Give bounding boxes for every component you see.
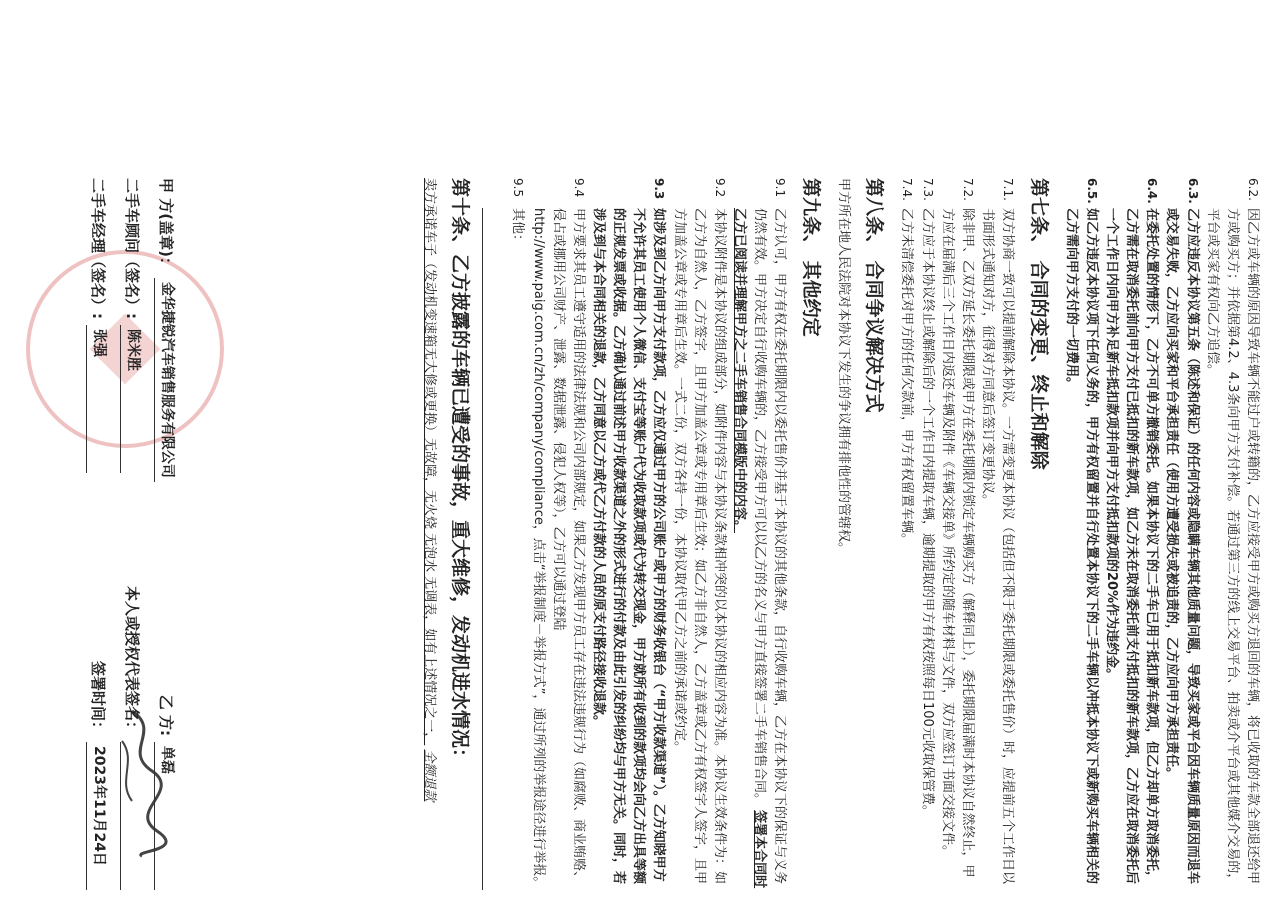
- clause-text: 在委托处置的情形下，乙方不可单方撤销委托。如果本协议下的二手车已用于抵扣新车款项，但乙方却单方取消委托，乙方需在取消委托前向甲方支付已抵扣的新车款项，如乙方未在取消委托前支付抵扣的新车款项，乙方应在取消委托后一个工作日内向甲方补足新车抵扣款项并向甲方支付抵扣款项的20%作为违约金。: [1104, 208, 1160, 885]
- clause-7-4: [896, 178, 916, 890]
- clause-9-5: [507, 178, 527, 890]
- clause-text: 乙方应违反本协议第五条（陈述和保证）的任何内容或隐瞒车辆其他质量问题，导致买家或平台因车辆质量原因而退车或交易失败，乙方应向买家和平台承担责任（使用方遭受损失或被追责的，乙方应向甲方承担责任。: [1164, 208, 1200, 885]
- consultant-value: 陈米胜: [120, 325, 143, 473]
- signature-row-3: [86, 178, 120, 890]
- clause-number: 7.3.: [920, 178, 935, 201]
- clause-text: 甲方要求其员工遵守适用的法律法规和公司内部规定，如果乙方发现甲方员工存在违法违规行为（如腐败、商业贿赂、侵占或挪用公司财产、泄露、数据泄露、侵犯人权等），乙方可以通过登陆http://www.paig.com.cn/zh/company/compliance，点击“举报制度－举报方式”，通过所列的举报途径进行举报。: [530, 208, 586, 890]
- clause-number: 7.1.: [1001, 178, 1016, 201]
- party-b-label: 乙 方:: [157, 694, 176, 736]
- section-heading: 第十条、乙方披露的车辆已遭受的事故，重大维修，发动机进水情况：: [449, 178, 472, 768]
- party-b-value: 单磊: [154, 742, 177, 890]
- clause-9-2: [668, 178, 728, 890]
- clause-text: 因乙方或车辆的原因导致车辆不能过户或转籍的，乙方应接受甲方或购买方退回的车辆，将已收取的车款全部退还给甲方或购买方；并依据第4.2、4.3条向甲方支付补偿。若通过第三方的线上交易平台、拍卖或介平台或其他媒介交易的，平台或买家有权向乙方追偿。: [1204, 208, 1260, 887]
- contract-body: [411, 178, 1262, 890]
- disclosure-line: [419, 178, 439, 890]
- clause-number: 6.4.: [1145, 178, 1160, 204]
- clause-number: 6.3.: [1185, 178, 1200, 204]
- clause-6-5: [1061, 178, 1101, 890]
- section-heading: 第八条、 合同争议解决方式: [863, 178, 886, 413]
- sign-date-label: 签署时间：: [89, 660, 108, 736]
- clause-6-3: [1161, 178, 1201, 890]
- representative-value: [120, 742, 121, 890]
- clause-9-1: [729, 178, 789, 890]
- clause-text: 乙方认可，甲方有权在委托期限内以委托售价并基于本协议的其他条款，自行收购车辆，乙方在本协议下的保证与义务仍然有效。甲方决定自行收购车辆的，乙方接受甲方可以以乙方的名义与甲方直接签署二手车销售合同。: [752, 208, 788, 885]
- clause-text-emphasis: 签署本合同时乙方已阅读并理解甲方之二手车销售合同模版中的内容。: [732, 208, 768, 889]
- clause-text: 本协议附件是本协议的组成部分，如附件内容与本协议条款相冲突的以本协议的相应内容为准。本协议生效条件为：如乙方为自然人，乙方签字，且甲方加盖公章或专用章后生效；如乙方非自然人，乙方盖章或乙方有权签字人签字，且甲方加盖公章或专用章后生效。一式二份，双方各持一份，本协议取代甲乙方之前的承诺或约定。: [671, 208, 727, 885]
- clause-text-wrap: [729, 208, 789, 890]
- clause-number: 7.4.: [900, 178, 915, 201]
- blank-fill-line: [482, 208, 505, 890]
- clause-7-1: [977, 178, 1017, 890]
- representative-label: 本人或授权代表签名：: [123, 585, 142, 736]
- signature-row-1: [154, 178, 188, 890]
- sign-date-value: 2023年11月24日: [86, 742, 109, 890]
- signature-row-2: [120, 178, 154, 890]
- clause-9-4: [527, 178, 587, 890]
- clause-6-4: [1101, 178, 1161, 890]
- clause-7-2: [937, 178, 977, 890]
- disclosure-text: 卖方承诺车子（发动机变速箱无大修或更换）无故障，无火烧 无泡水 无调表，如有上述情况之一，: [421, 178, 437, 746]
- manager-value: 张强: [86, 325, 109, 473]
- section-8: [833, 178, 889, 890]
- section-heading: 第七条、 合同的变更、终止和解除: [1027, 178, 1050, 470]
- handwritten-note: 全额退款: [421, 749, 437, 802]
- clause-text: 乙方未清偿委托对甲方的任何欠款前，甲方有权留置车辆。: [899, 208, 915, 547]
- section-7: [896, 178, 1052, 890]
- clause-number: 9.3: [652, 178, 667, 200]
- manager-label: 二手车经理（签名）:: [89, 178, 108, 319]
- clause-number: 9.4: [571, 178, 586, 198]
- party-a-value: 金华捷锐汽车销售服务有限公司: [154, 278, 177, 482]
- clause-number: 6.2.: [1246, 178, 1260, 201]
- clause-text: 如乙方违反本协议项下任何义务的，甲方有权留置并自行处置本协议下的二手车辆以冲抵本协议下或新购买车辆相关的乙方需向甲方支付的一切费用。: [1063, 208, 1099, 885]
- clause-9-3: [588, 178, 669, 890]
- clause-number: 9.5: [511, 178, 526, 198]
- clause-number: 7.2.: [960, 178, 975, 201]
- party-a-label: 甲 方(盖章)：: [157, 178, 176, 272]
- clause-number: 9.1: [773, 178, 788, 198]
- signature-block: [18, 178, 188, 890]
- section-text: 甲方所在地人民法院对本协议下发生的争议拥有排他性的管辖权。: [835, 178, 851, 556]
- clause-number: 6.5.: [1084, 178, 1099, 204]
- consultant-label: 二手车顾问（签名）:: [123, 178, 142, 319]
- clause-text: 乙方应于本协议终止或解除后的一个工作日内提取车辆，逾期提取的甲方有权按照每日100元收取保管费。: [919, 208, 935, 818]
- clause-text: 双方协商一致可以提前解除本协议。一方需变更本协议（包括但不限于委托期限或委托售价）时，应提前五个工作日以书面形式通知对方，征得对方同意后签订变更协议。: [980, 208, 1016, 885]
- clause-6-2: [1202, 178, 1262, 890]
- clause-text: 除非甲、乙双方延长委托期限或甲方在委托期限内锁定车辆购买方（解释同上），委托期限届满时本协议自然终止，甲方应在届满后三个工作日内返还车辆及附件《车辆交接单》所约定的随车材料与文件，双方应签订书面交接文件。: [939, 208, 975, 878]
- clause-text: 如涉及到乙方向甲方支付款项，乙方应仅通过甲方的公司账户或甲方的财务收银台（“甲方收款渠道”）。乙方知晓甲方不允许其员工使用个人微信、支付宝等账户代为收取款项或代为转交现金，甲方就所有收到的款项均会向乙方出具等额的正规发票或收据。乙方确认通过前述甲方收款渠道之外的形式进行的付款及由此引发的纠纷均与甲方无关。同时，若涉及到与本合同相关的退款，乙方同意以乙方或代乙方付款的人员的原支付路径接收退款。: [591, 208, 667, 885]
- clause-number: 9.2: [712, 178, 727, 198]
- section-heading: 第九条、 其他约定: [799, 178, 822, 337]
- clause-text: 其他：: [510, 208, 526, 248]
- section-10: [419, 178, 475, 890]
- section-9: [482, 178, 824, 890]
- clause-7-3: [916, 178, 936, 890]
